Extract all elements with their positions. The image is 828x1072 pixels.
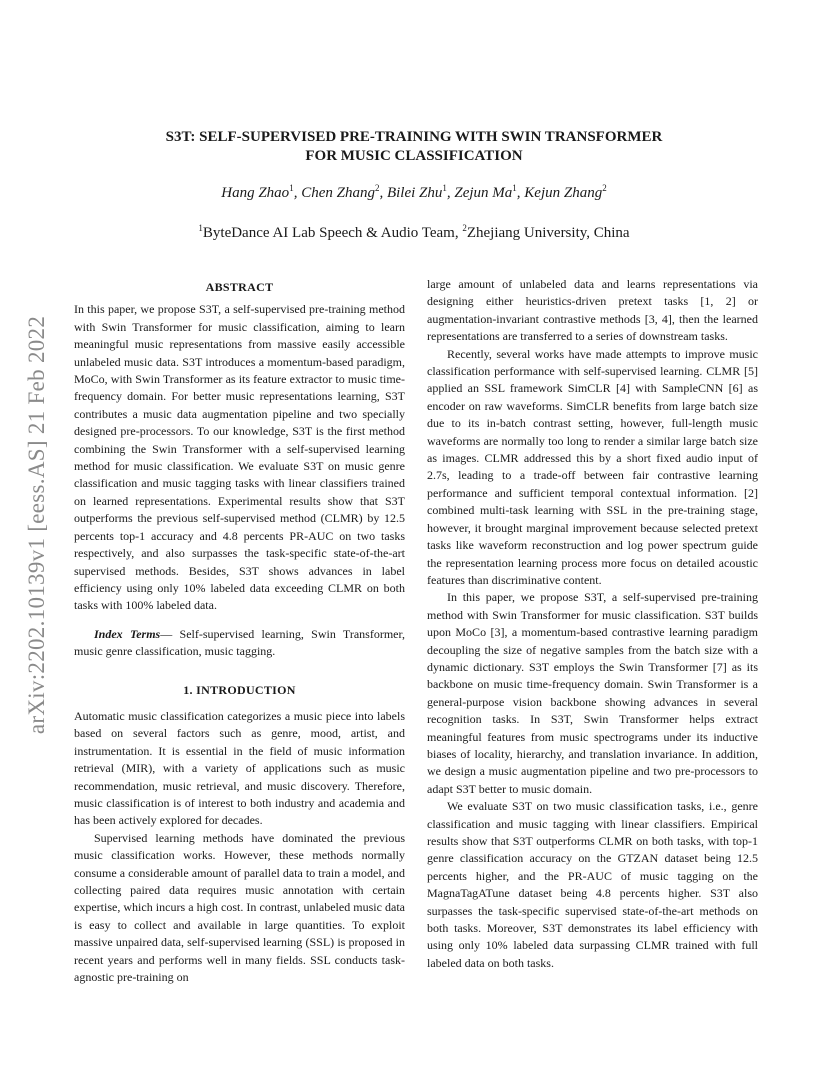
affiliations: $^1$ByteDance AI Lab Speech & Audio Team, $^2$Zhejiang University, China — [198, 223, 630, 241]
author-list: Hang Zhao$^1$, Chen Zhang$^2$, Bilei Zhu$^1$, Zejun Ma$^1$, Kejun Zhang$^2$ — [221, 183, 607, 201]
left-column — [74, 279, 405, 986]
author: Kejun Zhang$^2$ — [524, 183, 607, 201]
title-line-2: FOR MUSIC CLASSIFICATION — [305, 148, 523, 164]
right-paragraph-1: large amount of unlabeled data and learns representations via designing either heuristics-driven pretext tasks [1, 2] or augmentation-invariant contrastive methods [3, 4], then the learned representations are transferred to a series of downstream tasks. — [427, 277, 758, 344]
index-terms-label: Index Terms — [94, 626, 161, 641]
title-line-1: S3T: SELF-SUPERVISED PRE-TRAINING WITH SWIN TRANSFORMER — [165, 129, 663, 145]
right-column — [427, 276, 758, 972]
introduction-heading: 1. INTRODUCTION — [183, 682, 296, 697]
abstract-heading: ABSTRACT — [205, 280, 274, 294]
right-paragraph-2: Recently, several works have made attempts to improve music classification performance with self-supervised learning. CLMR [5] applied an SSL framework SimCLR [4] with SampleCNN [6] as encoder on raw waveforms. SimCLR benefits from large batch size due to its in-batch contrast setting, however, full-length music waveforms are normally too long to render a similar large batch size as images. CLMR addressed this by a short fixed audio input of 2.7s, leading to a trade-off between fair contrastive learning performance and sufficient temporal contextual information. [2] combined multi-task learning with SSL in the pre-training stage, however, it brought marginal improvement because selected pretext tasks like waveform reconstruction and log power spectrum guide the representation learning process more focus on detailed acoustic features than discriminative content. — [427, 346, 758, 587]
author: Zejun Ma$^1$ — [454, 183, 517, 201]
right-paragraph-4: We evaluate S3T on two music classification tasks, i.e., genre classification and music tagging with linear classifiers. Empirical results show that S3T outperforms CLMR on both tasks, with top-1 genre classification accuracy on the GTZAN dataset being 12.5 percents higher, and the PR-AUC of music tagging on the MagnaTagATune dataset being 4.8 percents higher. S3T also surpasses the task-specific supervised state-of-the-art methods on both tasks. Moreover, S3T demonstrates its label efficiency with using only 10% labeled data surpassing CLMR trained with full labeled data on both tasks. — [427, 799, 758, 970]
arxiv-stamp — [22, 280, 52, 770]
index-terms: Index Terms— Self-supervised learning, Swin Transformer, music genre classification, music tagging. — [74, 626, 405, 659]
author: Bilei Zhu$^1$ — [386, 183, 447, 201]
paper-title — [0, 128, 828, 166]
affiliation: Zhejiang University, China — [466, 225, 630, 241]
author: Chen Zhang$^2$ — [301, 183, 380, 201]
arxiv-stamp-text: arXiv:2202.10139v1 [eess.AS] 21 Feb 2022 — [24, 315, 49, 735]
intro-paragraph-2: Supervised learning methods have dominated the previous music classification works. However, these methods normally consume a considerable amount of parallel data to train a model, and collecting paired data requires music annotation with certain expertise, which incurs a high cost. In contrast, unlabeled music data is easy to collect and available in large quantities. To exploit massive unpaired data, self-supervised learning (SSL) is proposed in recent years and performs well in many fields. SSL conducts task-agnostic pre-training on — [74, 830, 405, 985]
author: Hang Zhao$^1$ — [221, 183, 294, 201]
intro-paragraph-1: Automatic music classification categorizes a music piece into labels based on several factors such as genre, mood, artist, and instrumentation. It is essential in the field of music information retrieval (MIR), with a variety of applications such as music recommendation, music retrieval, and music discovery. Therefore, music classification is of interest to both industry and academia and has been actively explored for decades. — [74, 708, 405, 828]
affiliation: ByteDance AI Lab Speech & Audio Team, — [202, 225, 463, 241]
abstract-text: In this paper, we propose S3T, a self-supervised pre-training method with Swin Transformer for music classification, aiming to learn meaningful music representations from massive easily accessible unlabeled music data. S3T introduces a momentum-based paradigm, MoCo, with Swin Transformer as its feature extractor to music time-frequency domain. For better music representations learning, S3T contributes a music data augmentation pipeline and two specially designed pre-processors. To our knowledge, S3T is the first method combining the Swin Transformer with a self-supervised learning method for music classification. We evaluate S3T on music genre classification and music tagging tasks with linear classifiers trained on learned representations. Experimental results show that S3T outperforms the previous self-supervised method (CLMR) by 12.5 percents top-1 accuracy and 4.8 percents PR-AUC on two tasks respectively, and also surpasses the task-specific state-of-the-art supervised methods. Besides, S3T shows advances in label efficiency using only 10% labeled data exceeding CLMR on both tasks with 100% labeled data. — [74, 302, 405, 613]
right-paragraph-3: In this paper, we propose S3T, a self-supervised pre-training method with Swin Transformer for music classification. S3T builds upon MoCo [3], a momentum-based contrastive learning paradigm decoupling the size of negative samples from the batch size with a dynamic dictionary. S3T employs the Swin Transformer [7] as its backbone on music time-frequency domain. Swin Transformer is a general-purpose vision backbone showing advances in several recognition tasks. In S3T, Swin Transformer helps extract meaningful features from music spectrograms under its inductive biases of locality, hierarchy, and translation invariance. In addition, we design a music augmentation pipeline and two pre-processors to adapt S3T better to music domain. — [427, 590, 758, 796]
index-terms-text: Self-supervised learning, Swin Transformer, music genre classification, music tagging. — [74, 626, 405, 659]
